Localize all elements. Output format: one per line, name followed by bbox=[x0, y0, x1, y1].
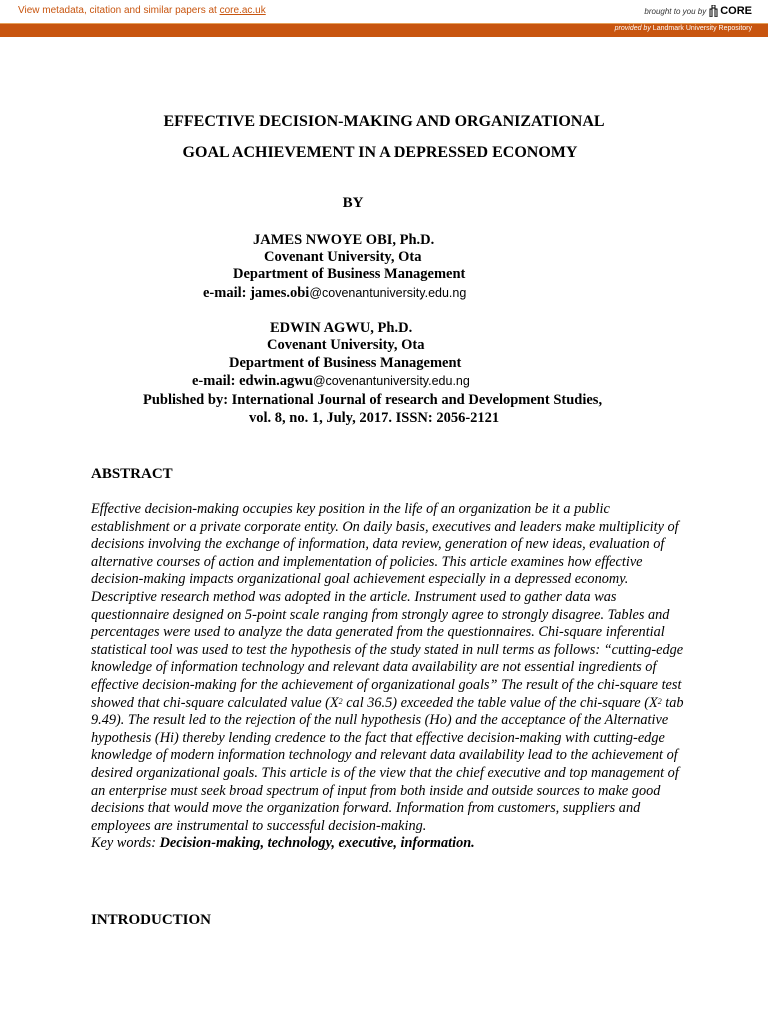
paper-title-line-1: EFFECTIVE DECISION-MAKING AND ORGANIZATIONAL bbox=[163, 113, 605, 130]
keywords-line bbox=[91, 835, 687, 853]
author1-institution: Covenant University, Ota bbox=[264, 249, 422, 265]
core-provided-prefix: provided by bbox=[614, 25, 651, 32]
core-header bbox=[0, 0, 768, 24]
author1-email-user: e-mail: james.obi bbox=[203, 285, 310, 301]
superscript-2a: 2 bbox=[338, 696, 343, 706]
abstract-text-1: Effective decision-making occupies key position in the life of an organization be it a public establishment or a private corporate entity. On daily basis, executives and leaders make multiplicity of decisions involving the exchange of information, data review, generation of new ideas, evaluation of alternative courses of action and implementation of policies. This article examines how effective decision-making impacts organizational goal achievement especially in a depressed economy. Descriptive research method was adopted in the article. Instrument used to gather data was questionnaire designed on 5-point scale ranging from strongly agree to strongly disagree. Tables and percentages were used to analyze the data generated from the questionnaires. Chi-square inferential statistical tool was used to test the hypothesis of the study stated in null terms as follows: “cutting-edge knowledge of information technology and relevant data availability are not essential ingredients of effective decision-making for the achievement of organizational goals” The result of the chi-square test showed that chi-square calculated value (X bbox=[91, 501, 684, 711]
abstract-body bbox=[91, 501, 687, 853]
core-metadata-text bbox=[18, 5, 266, 16]
abstract-heading: ABSTRACT bbox=[91, 466, 173, 482]
keywords-label: Key words: bbox=[91, 835, 160, 852]
author2-email-domain: @covenantuniversity.edu.ng bbox=[312, 374, 470, 388]
paper-title-line-2: GOAL ACHIEVEMENT IN A DEPRESSED ECONOMY bbox=[182, 144, 578, 161]
core-logo-icon bbox=[709, 5, 718, 17]
author2-name: EDWIN AGWU, Ph.D. bbox=[270, 320, 413, 336]
superscript-2b: 2 bbox=[657, 696, 662, 706]
core-brought-text: brought to you by bbox=[644, 6, 707, 16]
by-label: BY bbox=[342, 195, 364, 211]
author1-name: JAMES NWOYE OBI, Ph.D. bbox=[253, 232, 435, 248]
published-line-1: Published by: International Journal of research and Development Studies, bbox=[143, 392, 603, 408]
core-provided-source: Landmark University Repository bbox=[652, 25, 752, 32]
abstract-text-2: cal 36.5) exceeded the table value of the chi-square (X bbox=[342, 694, 658, 711]
author2-institution: Covenant University, Ota bbox=[267, 337, 425, 353]
core-provided-text[interactable] bbox=[615, 25, 752, 32]
author1-email-domain: @covenantuniversity.edu.ng bbox=[309, 286, 467, 300]
core-logo-text: CORE bbox=[720, 5, 752, 17]
published-line-2: vol. 8, no. 1, July, 2017. ISSN: 2056-2121 bbox=[249, 410, 500, 426]
core-link[interactable]: core.ac.uk bbox=[219, 5, 266, 16]
author2-email bbox=[192, 372, 470, 390]
abstract-text-3: tab 9.49). The result led to the rejection of the null hypothesis (Ho) and the acceptance of the Alternative hypothesis (Hi) thereby lending credence to the fact that effective decision-making with cutting-edge knowledge of modern information technology and relevant data availability lead to the achievement of desired organizational goals. This article is of the view that the chief executive and top management of an enterprise must seek broad spectrum of input from both inside and outside sources to make good decisions that would move the organization forward. Information from customers, suppliers and employees are instrumental to successful decision-making. bbox=[91, 694, 684, 834]
core-view-text: View metadata, citation and similar papers at bbox=[18, 5, 217, 16]
author2-department: Department of Business Management bbox=[229, 355, 462, 371]
keywords-value: Decision-making, technology, executive, information. bbox=[159, 835, 475, 852]
author2-email-user: e-mail: edwin.agwu bbox=[192, 373, 313, 389]
author1-department: Department of Business Management bbox=[233, 266, 466, 282]
introduction-heading: INTRODUCTION bbox=[91, 912, 212, 928]
abstract-paragraph bbox=[91, 501, 687, 835]
core-logo[interactable] bbox=[709, 5, 752, 17]
author1-email bbox=[203, 284, 466, 302]
core-brought-by bbox=[644, 5, 752, 17]
core-provided-bar bbox=[0, 24, 768, 37]
